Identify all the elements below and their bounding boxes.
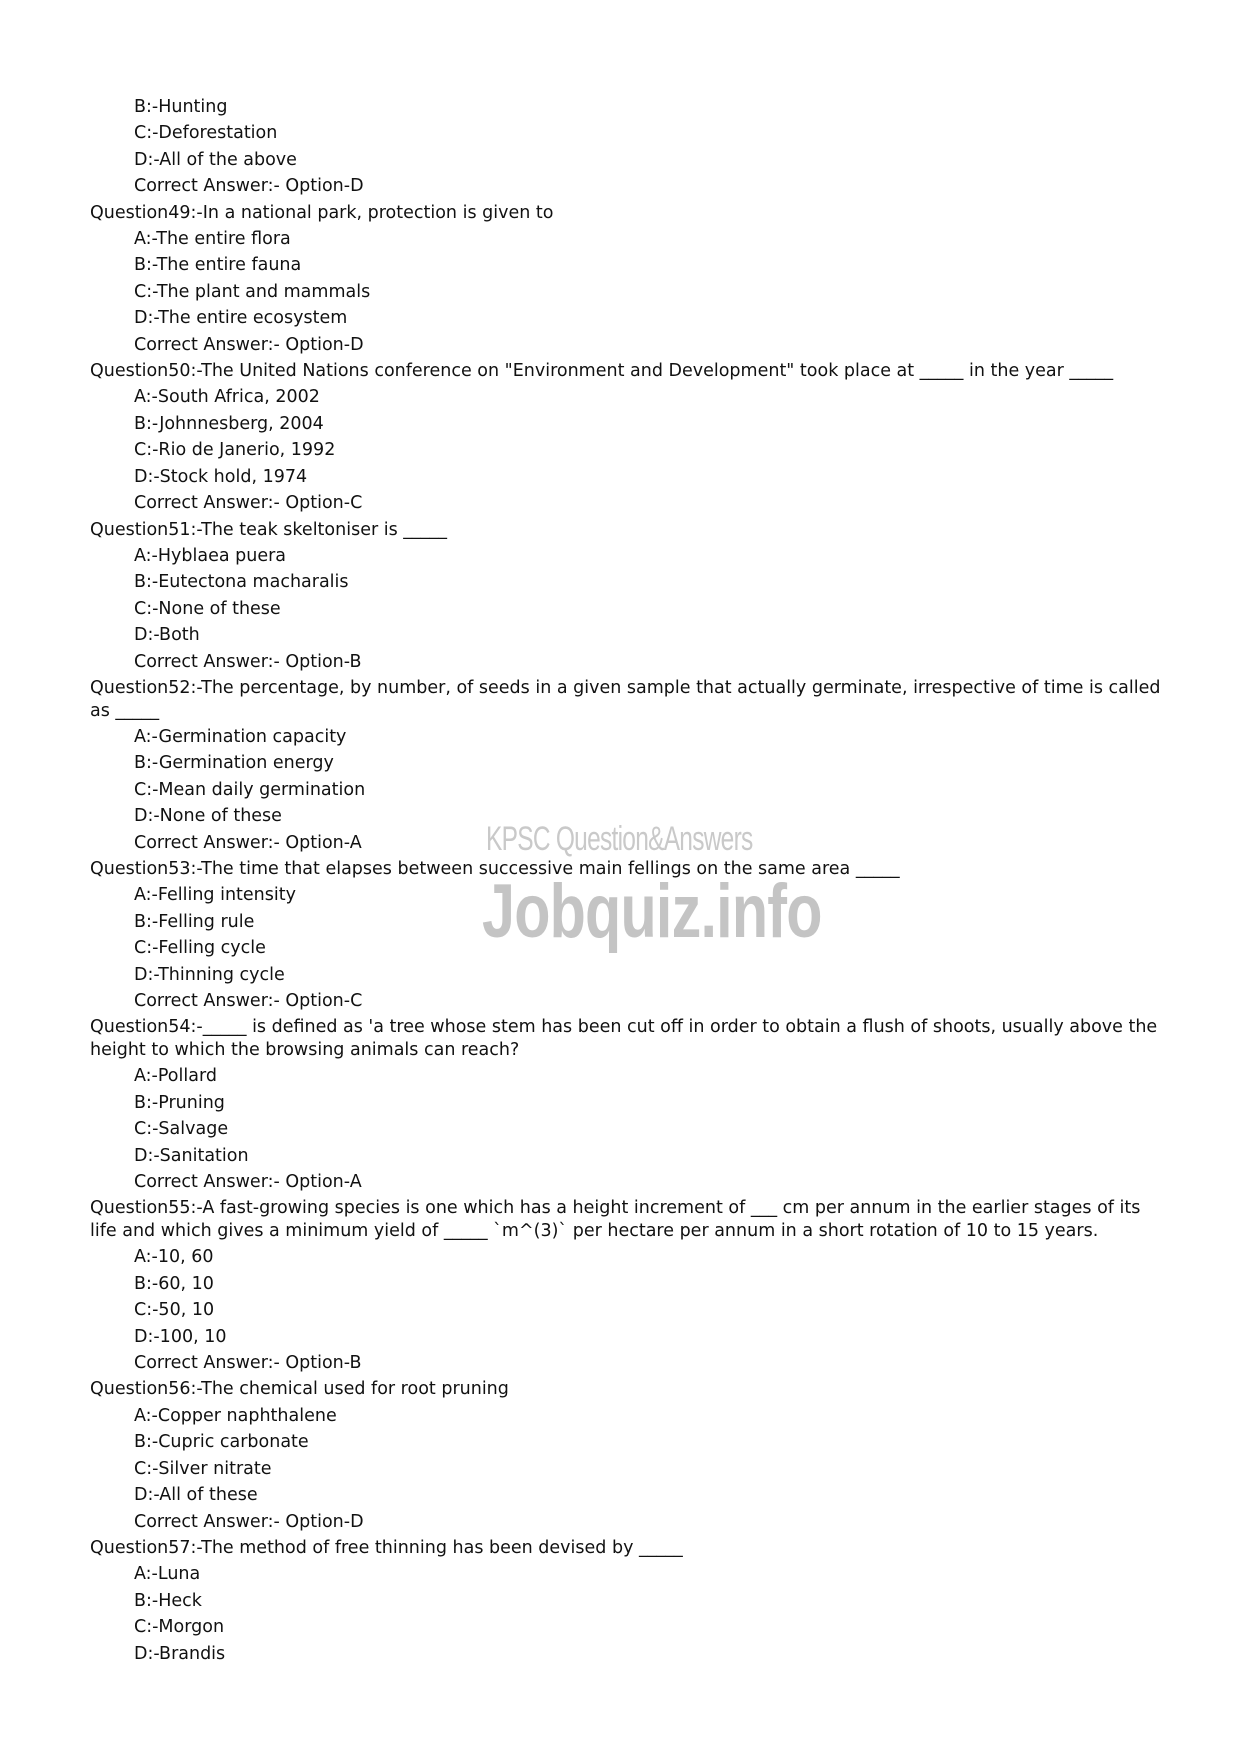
correct-answer: Correct Answer:- Option-C: [134, 493, 363, 514]
option: A:-South Africa, 2002: [134, 387, 320, 408]
option: D:-All of these: [134, 1485, 258, 1506]
option: D:-Stock hold, 1974: [134, 466, 308, 487]
correct-answer: Correct Answer:- Option-D: [134, 176, 364, 197]
option: D:-None of these: [134, 806, 282, 827]
option: A:-Copper naphthalene: [134, 1405, 337, 1426]
option: D:-Sanitation: [134, 1145, 249, 1166]
correct-answer: Correct Answer:- Option-B: [134, 1353, 362, 1374]
correct-answer: Correct Answer:- Option-D: [134, 1511, 364, 1532]
option: C:-Mean daily germination: [134, 779, 366, 800]
option: A:-10, 60: [134, 1247, 214, 1268]
option: C:-Silver nitrate: [134, 1458, 272, 1479]
option: D:-The entire ecosystem: [134, 308, 348, 329]
correct-answer: Correct Answer:- Option-A: [134, 1172, 362, 1193]
question-text: Question51:-The teak skeltoniser is _____: [90, 519, 448, 540]
option: B:-Eutectona macharalis: [134, 572, 349, 593]
option: B:-Pruning: [134, 1092, 225, 1113]
option: C:-Deforestation: [134, 123, 278, 144]
question-text: Question52:-The percentage, by number, of seeds in a given sample that actually germinate, irrespective of time is called as _____: [90, 677, 1161, 721]
watermark-title: Jobquiz.info: [482, 869, 822, 954]
option: B:-The entire fauna: [134, 255, 302, 276]
option: D:-Brandis: [134, 1643, 226, 1664]
option: C:-The plant and mammals: [134, 281, 371, 302]
correct-answer: Correct Answer:- Option-C: [134, 991, 363, 1011]
correct-answer: Correct Answer:- Option-D: [134, 334, 364, 355]
option: B:-Cupric carbonate: [134, 1432, 309, 1453]
question-text: Question55:-A fast-growing species is one which has a height increment of ___ cm per annum in the earlier stages of its life and which gives a minimum yield of _____ `m^(3)` per hectare per annum in a short rotation of 10 to 15 years.: [90, 1198, 1141, 1242]
option: A:-Hyblaea puera: [134, 545, 287, 566]
option: D:-Both: [134, 625, 200, 646]
option: C:-None of these: [134, 598, 281, 619]
option: C:-50, 10: [134, 1300, 215, 1321]
correct-answer: Correct Answer:- Option-A: [134, 832, 362, 853]
option: A:-Germination capacity: [134, 726, 347, 747]
option: B:-Felling rule: [134, 911, 255, 932]
option: A:-Felling intensity: [134, 885, 296, 906]
option: C:-Felling cycle: [134, 938, 266, 959]
question-text: Question50:-The United Nations conference on "Environment and Development" took place at _____ in the year _____: [90, 361, 1114, 382]
watermark-subtitle: KPSC Question&Answers: [486, 820, 753, 858]
question-text: Question53:-The time that elapses between successive main fellings on the same area _____: [90, 858, 900, 879]
option: C:-Morgon: [134, 1617, 225, 1638]
option: C:-Rio de Janerio, 1992: [134, 440, 336, 461]
option: A:-Pollard: [134, 1066, 217, 1087]
option: B:-Heck: [134, 1590, 202, 1611]
option: A:-The entire flora: [134, 229, 291, 250]
option: C:-Salvage: [134, 1119, 229, 1140]
option: D:-Thinning cycle: [134, 964, 285, 985]
option: B:-Germination energy: [134, 753, 334, 774]
option: D:-All of the above: [134, 149, 297, 170]
question-text: Question49:-In a national park, protection is given to: [90, 202, 554, 223]
question-text: Question54:-_____ is defined as 'a tree whose stem has been cut off in order to obtain a flush of shoots, usually above the height to which the browsing animals can reach?: [90, 1017, 1158, 1061]
question-text: Question57:-The method of free thinning has been devised by _____: [90, 1537, 683, 1558]
correct-answer: Correct Answer:- Option-B: [134, 651, 362, 672]
question-text: Question56:-The chemical used for root pruning: [90, 1379, 509, 1400]
option: D:-100, 10: [134, 1326, 227, 1347]
option: B:-60, 10: [134, 1273, 214, 1294]
option: B:-Hunting: [134, 97, 228, 117]
option: A:-Luna: [134, 1564, 201, 1585]
option: B:-Johnnesberg, 2004: [134, 413, 324, 434]
